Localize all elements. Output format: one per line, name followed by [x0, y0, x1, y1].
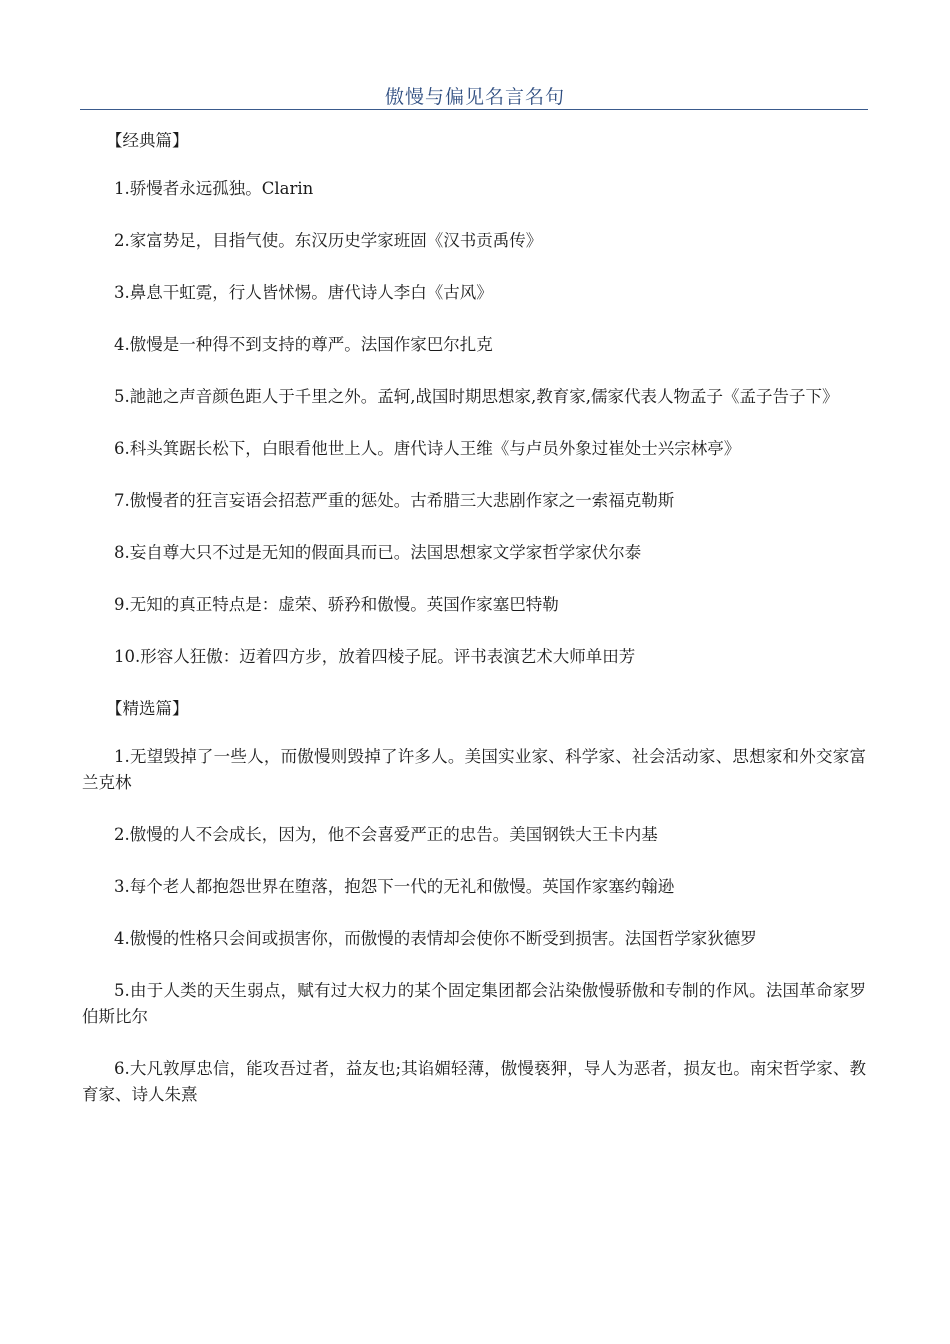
quote-item: 8.妄自尊大只不过是无知的假面具而已。法国思想家文学家哲学家伏尔泰 [114, 543, 642, 562]
quote-item: 9.无知的真正特点是：虚荣、骄矜和傲慢。英国作家塞巴特勒 [114, 595, 559, 614]
quote-item: 4.傲慢的性格只会间或损害你，而傲慢的表情却会使你不断受到损害。法国哲学家狄德罗 [114, 929, 757, 948]
section-heading-selected: 【精选篇】 [106, 699, 189, 718]
quote-item: 5.由于人类的天生弱点，赋有过大权力的某个固定集团都会沾染傲慢骄傲和专制的作风。法国革命家罗伯斯比尔 [82, 981, 866, 1026]
quote-item: 2.家富势足，目指气使。东汉历史学家班固《汉书贡禹传》 [114, 231, 543, 250]
section-heading-classic: 【经典篇】 [106, 131, 189, 150]
quote-item: 10.形容人狂傲：迈着四方步，放着四棱子屁。评书表演艺术大师单田芳 [114, 647, 636, 666]
quote-item: 7.傲慢者的狂言妄语会招惹严重的惩处。古希腊三大悲剧作家之一索福克勒斯 [114, 491, 675, 510]
quote-item: 6.大凡敦厚忠信，能攻吾过者，益友也;其谄媚轻薄，傲慢亵狎，导人为恶者，损友也。南宋哲学家、教育家、诗人朱熹 [82, 1059, 866, 1104]
quote-item: 1.无望毁掉了一些人，而傲慢则毁掉了许多人。美国实业家、科学家、社会活动家、思想家和外交家富兰克林 [82, 747, 866, 792]
page-title: 傲慢与偏见名言名句 [384, 86, 565, 108]
quote-item: 5.訑訑之声音颜色距人于千里之外。孟轲,战国时期思想家,教育家,儒家代表人物孟子《孟子告子下》 [114, 387, 839, 406]
title-underline [80, 109, 868, 110]
document-body [82, 121, 866, 1134]
quote-item: 2.傲慢的人不会成长，因为，他不会喜爱严正的忠告。美国钢铁大王卡内基 [114, 825, 658, 844]
quote-item: 3.每个老人都抱怨世界在堕落，抱怨下一代的无礼和傲慢。英国作家塞约翰逊 [114, 877, 675, 896]
quote-item: 6.科头箕踞长松下，白眼看他世上人。唐代诗人王维《与卢员外象过崔处士兴宗林亭》 [114, 439, 741, 458]
quote-item: 1.骄慢者永远孤独。Clarin [114, 179, 314, 198]
quote-item: 4.傲慢是一种得不到支持的尊严。法国作家巴尔扎克 [114, 335, 493, 354]
quote-item: 3.鼻息干虹霓，行人皆怵惕。唐代诗人李白《古风》 [114, 283, 493, 302]
